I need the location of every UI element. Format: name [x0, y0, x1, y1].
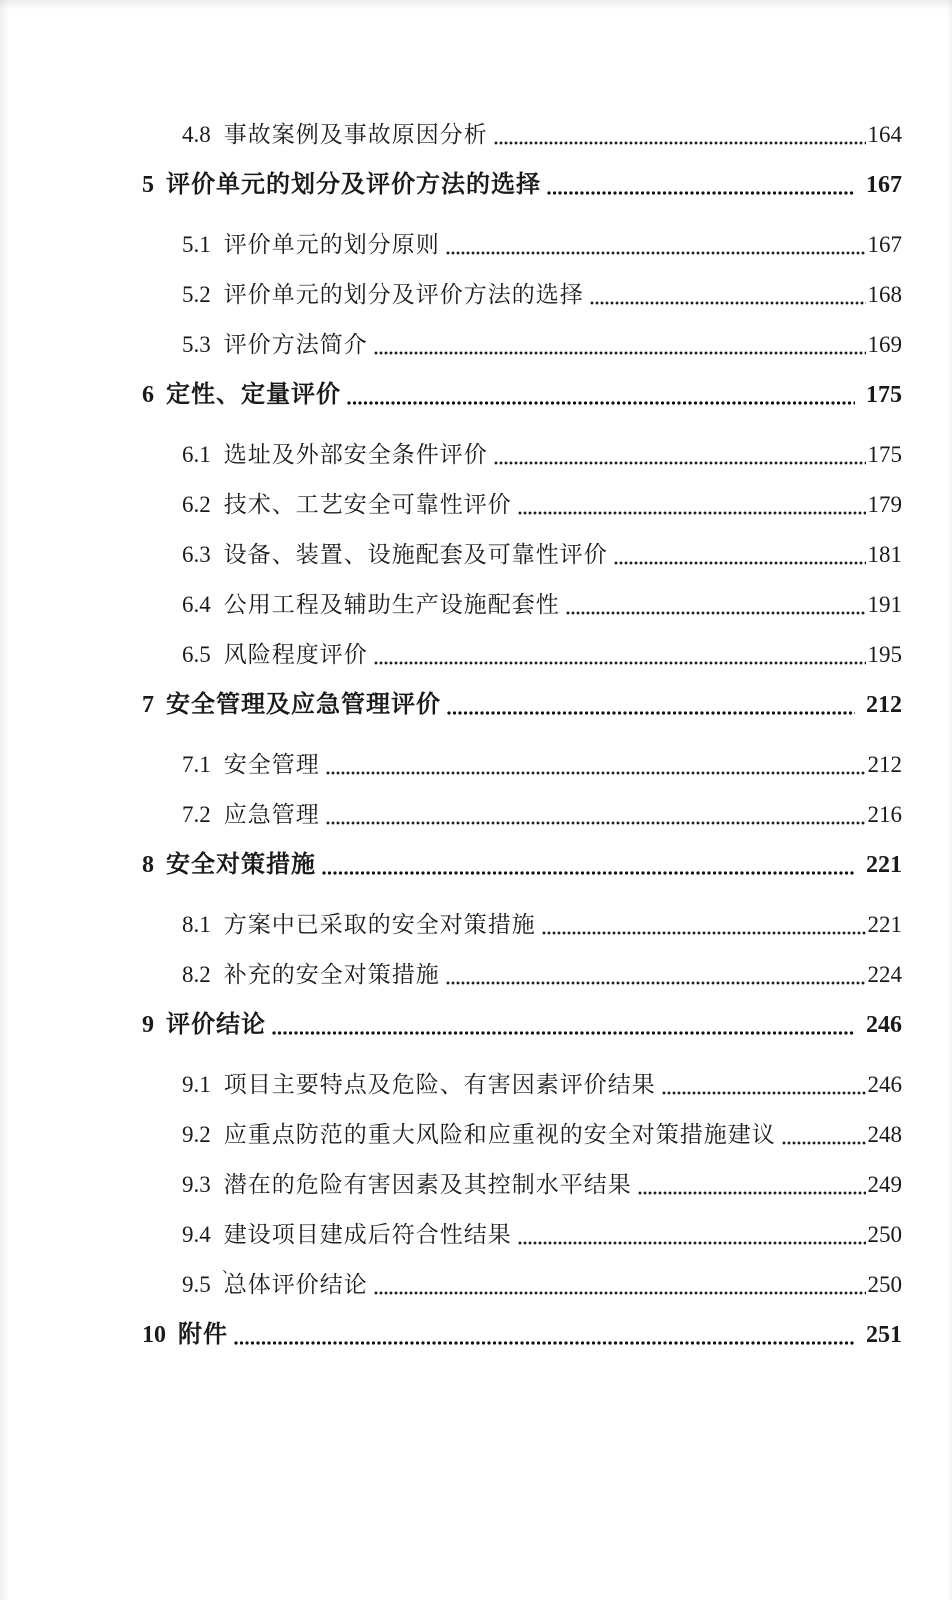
- entry-page: 250: [867, 1272, 902, 1297]
- entry-number: 6.3: [182, 542, 211, 567]
- table-of-contents: [0, 118, 952, 1378]
- entry-number: 9.1: [182, 1072, 211, 1097]
- dot-leader: [662, 1068, 866, 1102]
- toc-entry: [0, 1118, 902, 1152]
- entry-number: 9.2: [182, 1122, 211, 1147]
- toc-entry: [0, 1268, 902, 1302]
- entry-title: 安全管理: [223, 752, 320, 777]
- entry-number: 5: [142, 172, 154, 198]
- entry-title: 定性、定量评价: [166, 382, 341, 408]
- dot-leader: [518, 1218, 866, 1252]
- entry-number: 5.1: [182, 232, 211, 257]
- entry-number: 6.2: [182, 492, 211, 517]
- entry-page: 249: [867, 1172, 902, 1197]
- entry-title: 总体评价结论: [223, 1272, 368, 1297]
- dot-leader: [542, 908, 866, 942]
- entry-number: 6: [142, 382, 154, 408]
- entry-title: 潜在的危险有害因素及其控制水平结果: [223, 1172, 632, 1197]
- dot-leader: [374, 638, 866, 672]
- entry-page: 250: [867, 1222, 902, 1247]
- toc-entry: [0, 168, 902, 202]
- entry-title: 附件: [178, 1322, 228, 1348]
- dot-leader: [347, 378, 855, 412]
- toc-entry: [0, 1218, 902, 1276]
- toc-entry: [0, 438, 902, 472]
- dot-leader: [272, 1008, 855, 1042]
- toc-entry: [0, 588, 902, 622]
- entry-page: 221: [866, 852, 902, 878]
- entry-title: 评价单元的划分及评价方法的选择: [166, 172, 541, 198]
- entry-number: 7.1: [182, 752, 211, 777]
- entry-number: 5.2: [182, 282, 211, 307]
- entry-title: 设备、装置、设施配套及可靠性评价: [223, 542, 608, 567]
- dot-leader: [494, 118, 866, 152]
- entry-page: 179: [867, 492, 902, 517]
- entry-page: 167: [866, 172, 902, 198]
- dot-leader: [638, 1168, 866, 1202]
- dot-leader: [590, 278, 866, 312]
- entry-title: 安全管理及应急管理评价: [166, 692, 441, 718]
- entry-page: 212: [867, 752, 902, 777]
- entry-title: 应急管理: [223, 802, 320, 827]
- entry-title: 评价单元的划分原则: [223, 232, 440, 257]
- toc-entry: [0, 688, 902, 722]
- toc-entry: [0, 798, 902, 832]
- entry-number: 6.5: [182, 642, 211, 667]
- entry-page: 195: [867, 642, 902, 667]
- dot-leader: [494, 438, 866, 472]
- dot-leader: [326, 748, 866, 782]
- dot-leader: [447, 688, 855, 722]
- entry-page: 167: [867, 232, 902, 257]
- entry-number: 10: [142, 1322, 166, 1348]
- entry-title: 事故案例及事故原因分析: [223, 122, 488, 147]
- entry-title: 安全对策措施: [166, 852, 316, 878]
- entry-title: 评价单元的划分及评价方法的选择: [223, 282, 584, 307]
- entry-title: 技术、工艺安全可靠性评价: [223, 492, 512, 517]
- entry-number: 6.1: [182, 442, 211, 467]
- entry-number: 9.3: [182, 1172, 211, 1197]
- entry-page: 216: [867, 802, 902, 827]
- dot-leader: [446, 958, 866, 992]
- toc-entry: [0, 638, 902, 672]
- dot-leader: [234, 1318, 855, 1352]
- entry-page: 191: [867, 592, 902, 617]
- scan-artifact-mark: 、: [222, 1260, 238, 1276]
- entry-number: 8: [142, 852, 154, 878]
- toc-entry: [0, 228, 902, 262]
- dot-leader: [374, 1268, 866, 1302]
- toc-entry: [0, 1168, 902, 1202]
- toc-entry: [0, 958, 902, 992]
- entry-number: 7: [142, 692, 154, 718]
- toc-entry: [0, 118, 902, 152]
- entry-number: 9: [142, 1012, 154, 1038]
- entry-number: 4.8: [182, 122, 211, 147]
- entry-page: 246: [866, 1012, 902, 1038]
- entry-number: 9.5: [182, 1272, 211, 1297]
- toc-entry: [0, 538, 902, 572]
- toc-entry: [0, 488, 902, 522]
- dot-leader: [326, 798, 866, 832]
- toc-entry: [0, 1068, 902, 1102]
- dot-leader: [782, 1118, 866, 1152]
- toc-entry: [0, 848, 902, 882]
- toc-entry: [0, 328, 902, 362]
- entry-page: 221: [867, 912, 902, 937]
- entry-page: 251: [866, 1322, 902, 1348]
- entry-title: 公用工程及辅助生产设施配套性: [223, 592, 560, 617]
- entry-page: 175: [866, 382, 902, 408]
- dot-leader: [547, 168, 855, 202]
- entry-page: 248: [867, 1122, 902, 1147]
- entry-page: 164: [867, 122, 902, 147]
- toc-entry: [0, 378, 902, 412]
- scan-shadow-top: [0, 0, 952, 10]
- entry-number: 8.2: [182, 962, 211, 987]
- toc-entry: [0, 1008, 902, 1042]
- entry-page: 246: [867, 1072, 902, 1097]
- dot-leader: [322, 848, 855, 882]
- toc-entry: [0, 1318, 902, 1352]
- entry-title: 选址及外部安全条件评价: [223, 442, 488, 467]
- entry-title: 方案中已采取的安全对策措施: [223, 912, 536, 937]
- entry-title: 建设项目建成后符合性结果: [223, 1222, 512, 1247]
- dot-leader: [518, 488, 866, 522]
- dot-leader: [566, 588, 866, 622]
- entry-page: 175: [867, 442, 902, 467]
- toc-entry: [0, 748, 902, 782]
- dot-leader: [374, 328, 866, 362]
- entry-title: 评价结论: [166, 1012, 266, 1038]
- dot-leader: [614, 538, 866, 572]
- dot-leader: [446, 228, 866, 262]
- entry-page: 169: [867, 332, 902, 357]
- entry-number: 5.3: [182, 332, 211, 357]
- entry-number: 9.4: [182, 1222, 211, 1247]
- entry-title: 风险程度评价: [223, 642, 368, 667]
- toc-entry: [0, 278, 902, 312]
- entry-title: 补充的安全对策措施: [223, 962, 440, 987]
- entry-page: 168: [867, 282, 902, 307]
- entry-number: 8.1: [182, 912, 211, 937]
- toc-entry: [0, 908, 902, 942]
- entry-page: 181: [867, 542, 902, 567]
- entry-title: 应重点防范的重大风险和应重视的安全对策措施建议: [223, 1122, 776, 1147]
- entry-page: 224: [867, 962, 902, 987]
- entry-title: 评价方法简介: [223, 332, 368, 357]
- entry-title: 项目主要特点及危险、有害因素评价结果: [223, 1072, 656, 1097]
- entry-number: 7.2: [182, 802, 211, 827]
- entry-page: 212: [866, 692, 902, 718]
- entry-number: 6.4: [182, 592, 211, 617]
